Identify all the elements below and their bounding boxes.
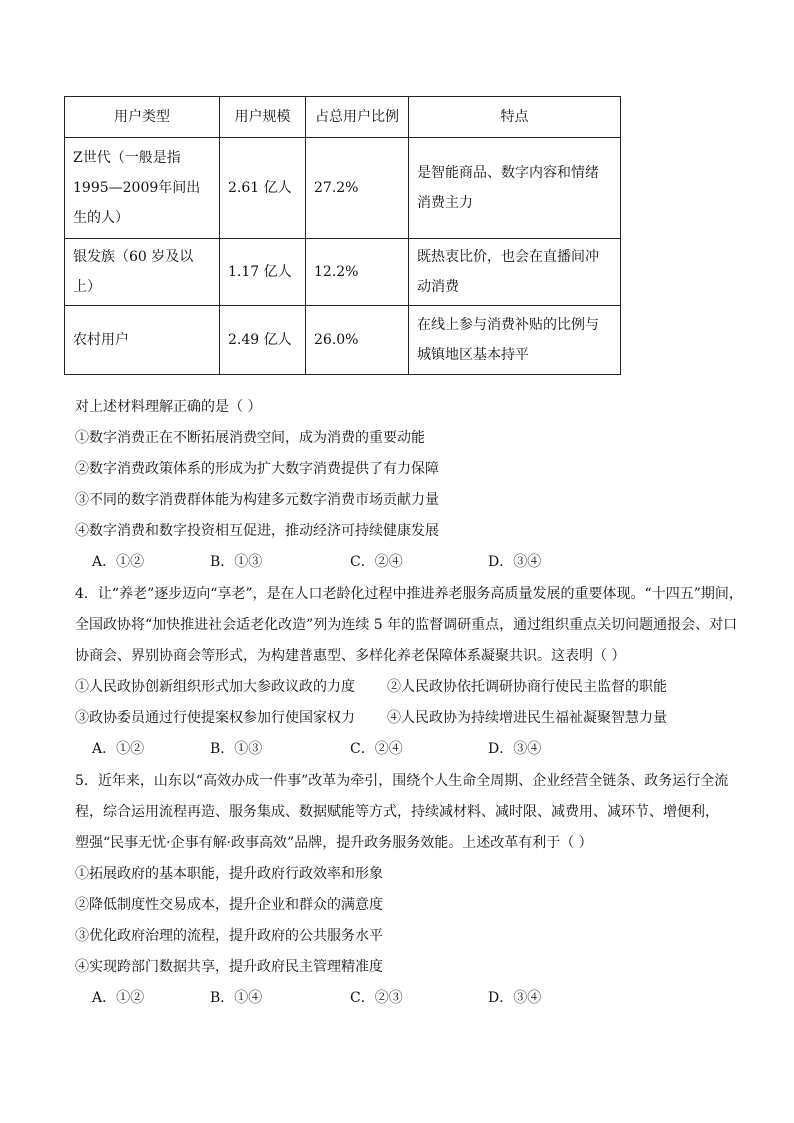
- q3-option-a[interactable]: A．①②: [92, 554, 145, 570]
- q4-statement-2: ②人民政协依托调研协商行使民主监督的职能: [387, 679, 667, 695]
- q3-statement-1: ①数字消费正在不断拓展消费空间，成为消费的重要动能: [75, 430, 425, 446]
- cell-user-type: 农村用户: [65, 306, 220, 375]
- q4-stem-line-2: 全国政协将“加快推进社会适老化改造”列为连续 5 年的监督调研重点，通过组织重点关切问题通报会、对口: [75, 617, 738, 633]
- header-feature: 特点: [409, 97, 621, 138]
- q5-option-c[interactable]: C．②③: [350, 990, 403, 1006]
- q3-option-d[interactable]: D．③④: [488, 554, 542, 570]
- q5-statement-1: ①拓展政府的基本职能，提升政府行政效率和形象: [75, 866, 383, 882]
- q5-stem-line-2: 程，综合运用流程再造、服务集成、数据赋能等方式，持续减材料、减时限、减费用、减环节、增便利，: [75, 804, 719, 820]
- consumer-data-table: [64, 96, 621, 375]
- cell-feature: 在线上参与消费补贴的比例与城镇地区基本持平: [409, 306, 621, 375]
- cell-feature: 既热衷比价，也会在直播间冲动消费: [409, 239, 621, 306]
- q5-statement-2: ②降低制度性交易成本，提升企业和群众的满意度: [75, 897, 383, 913]
- q5-option-a[interactable]: A．①②: [92, 990, 145, 1006]
- table-row: [65, 306, 621, 375]
- cell-user-scale: 2.49 亿人: [220, 306, 306, 375]
- cell-user-ratio: 27.2%: [306, 138, 409, 239]
- q5-stem-line-3: 塑强“民事无忧·企事有解·政事高效”品牌，提升政务服务效能。上述改革有利于（ ）: [75, 835, 593, 851]
- q3-option-b[interactable]: B．①③: [210, 554, 263, 570]
- cell-user-ratio: 12.2%: [306, 239, 409, 306]
- q3-statement-2: ②数字消费政策体系的形成为扩大数字消费提供了有力保障: [75, 461, 439, 477]
- q3-statement-4: ④数字消费和数字投资相互促进，推动经济可持续健康发展: [75, 523, 439, 539]
- q4-stem-line-3: 协商会、界别协商会等形式，为构建普惠型、多样化养老保障体系凝聚共识。这表明（ ）: [75, 648, 626, 664]
- q4-stem-line-1: 4．让“养老”逐步迈向“享老”，是在人口老龄化过程中推进养老服务高质量发展的重要体现。“十四五”期间，: [75, 586, 743, 602]
- q4-option-c[interactable]: C．②④: [350, 741, 403, 757]
- q3-statement-3: ③不同的数字消费群体能为构建多元数字消费市场贡献力量: [75, 492, 439, 508]
- q4-option-b[interactable]: B．①③: [210, 741, 263, 757]
- q4-statement-4: ④人民政协为持续增进民生福祉凝聚智慧力量: [387, 710, 667, 726]
- cell-user-scale: 2.61 亿人: [220, 138, 306, 239]
- cell-user-type: 银发族（60 岁及以上）: [65, 239, 220, 306]
- table-header-row: [65, 97, 621, 138]
- cell-feature: 是智能商品、数字内容和情绪消费主力: [409, 138, 621, 239]
- cell-user-ratio: 26.0%: [306, 306, 409, 375]
- q4-option-d[interactable]: D．③④: [488, 741, 542, 757]
- table-row: [65, 239, 621, 306]
- q5-option-d[interactable]: D．③④: [488, 990, 542, 1006]
- cell-user-type: Z世代（一般是指1995—2009年间出生的人）: [65, 138, 220, 239]
- q4-statement-3: ③政协委员通过行使提案权参加行使国家权力: [75, 710, 355, 726]
- q4-option-a[interactable]: A．①②: [92, 741, 145, 757]
- header-user-scale: 用户规模: [220, 97, 306, 138]
- header-user-type: 用户类型: [65, 97, 220, 138]
- q5-stem-line-1: 5．近年来，山东以“高效办成一件事”改革为牵引，围绕个人生命全周期、企业经营全链条、政务运行全流: [75, 773, 729, 789]
- q3-stem: 对上述材料理解正确的是（ ）: [75, 399, 262, 415]
- q5-statement-4: ④实现跨部门数据共享，提升政府民主管理精准度: [75, 959, 383, 975]
- table-row: [65, 138, 621, 239]
- q3-option-c[interactable]: C．②④: [350, 554, 403, 570]
- q5-statement-3: ③优化政府治理的流程，提升政府的公共服务水平: [75, 928, 383, 944]
- q5-option-b[interactable]: B．①④: [210, 990, 263, 1006]
- header-user-ratio: 占总用户比例: [306, 97, 409, 138]
- cell-user-scale: 1.17 亿人: [220, 239, 306, 306]
- q4-statement-1: ①人民政协创新组织形式加大参政议政的力度: [75, 679, 355, 695]
